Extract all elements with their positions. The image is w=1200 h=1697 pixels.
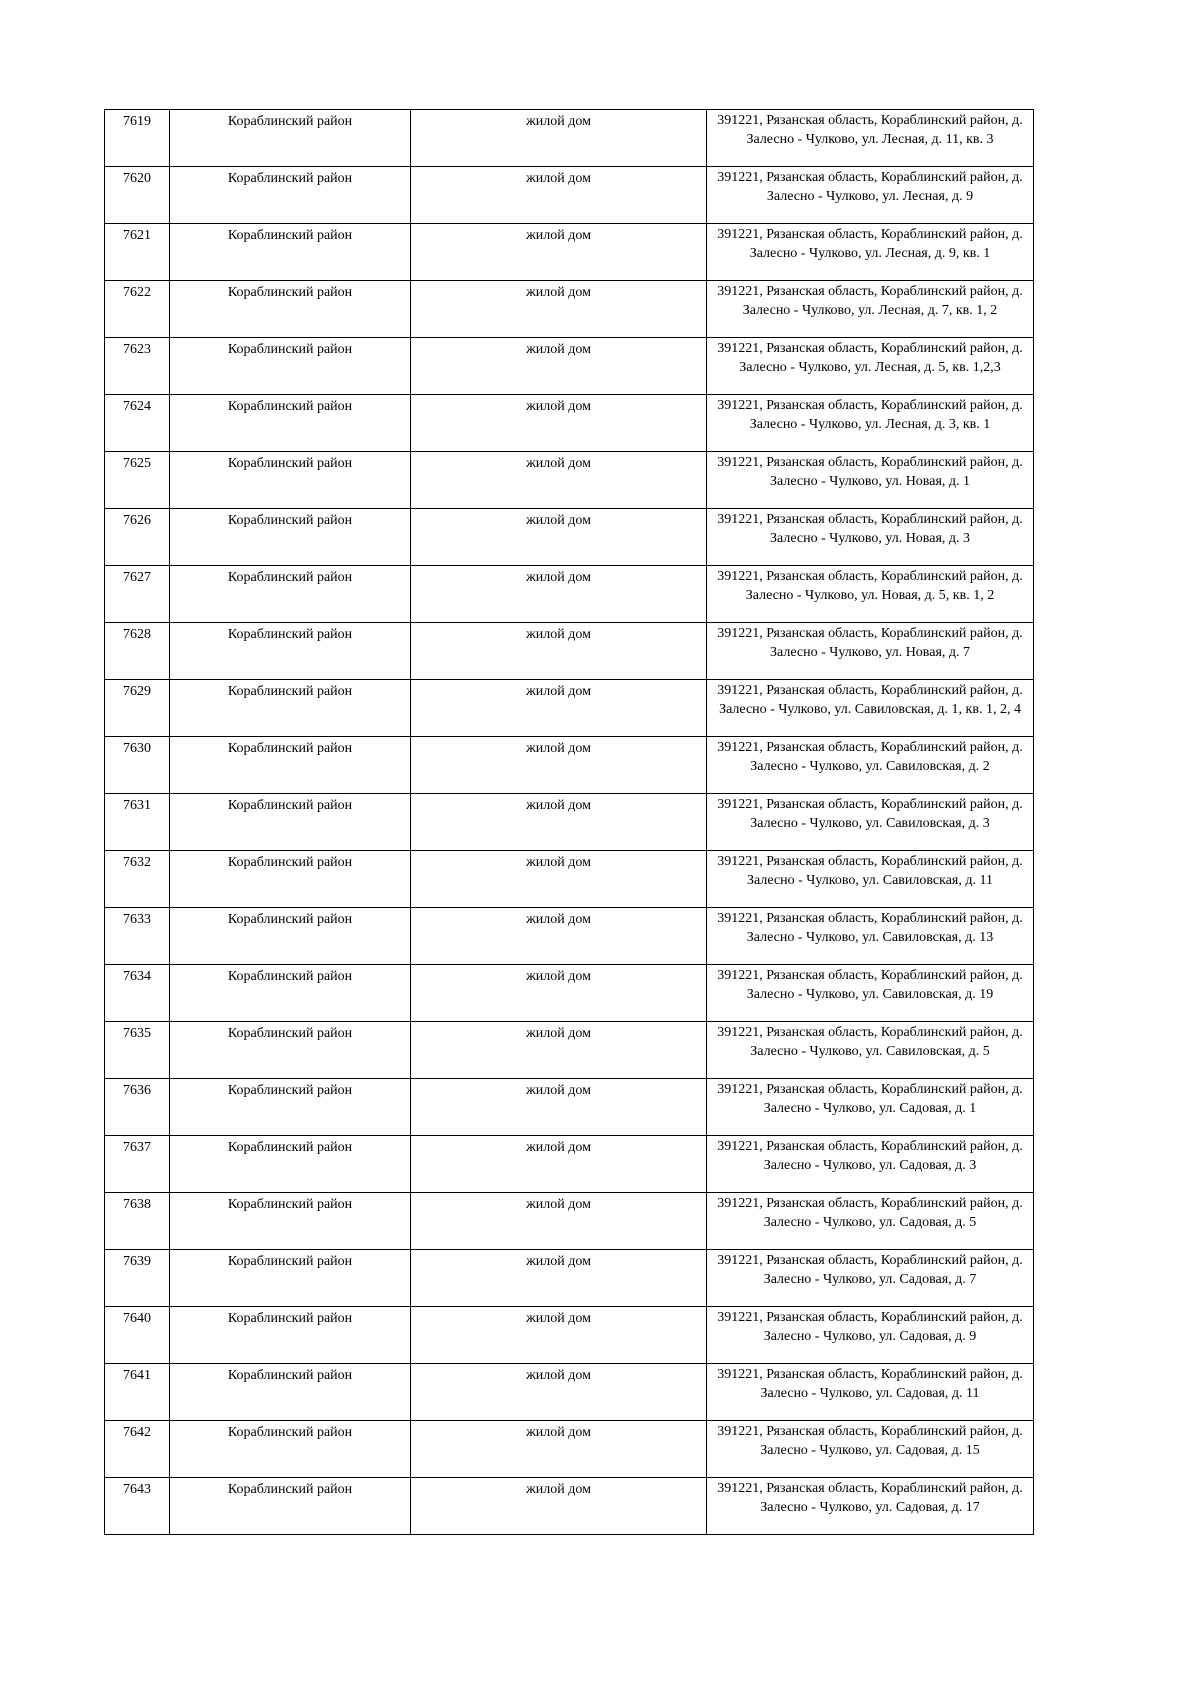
address-cell [707,623,1034,680]
object-type: жилой дом [526,285,591,300]
object-type-cell [411,1421,707,1478]
row-number: 7626 [123,513,151,528]
district-name: Кораблинский район [227,912,353,927]
row-number: 7623 [123,342,151,357]
object-type: жилой дом [526,1311,591,1326]
row-number-cell [105,110,170,167]
table-row [105,1193,1034,1250]
object-type: жилой дом [526,342,591,357]
table-row [105,680,1034,737]
district-name: Кораблинский район [227,1425,353,1440]
row-number-cell [105,1193,170,1250]
district-cell [170,737,411,794]
district-cell [170,1193,411,1250]
object-type-cell [411,167,707,224]
row-number-cell [105,908,170,965]
address-cell [707,509,1034,566]
district-name: Кораблинский район [227,741,353,756]
address-text: 391221, Рязанская область, Кораблинский район, д. Залесно - Чулково, ул. Садовая, д. 15 [717,1424,1023,1458]
district-cell [170,338,411,395]
object-type-cell [411,1136,707,1193]
table-row [105,338,1034,395]
address-cell [707,1079,1034,1136]
district-name: Кораблинский район [227,228,353,243]
address-text: 391221, Рязанская область, Кораблинский район, д. Залесно - Чулково, ул. Лесная, д. 7, кв. 1, 2 [717,284,1023,318]
district-name: Кораблинский район [227,513,353,528]
row-number-cell [105,224,170,281]
row-number: 7640 [123,1311,151,1326]
table-row [105,281,1034,338]
object-type-cell [411,338,707,395]
address-cell [707,1307,1034,1364]
address-text: 391221, Рязанская область, Кораблинский район, д. Залесно - Чулково, ул. Садовая, д. 9 [717,1310,1023,1344]
address-text: 391221, Рязанская область, Кораблинский район, д. Залесно - Чулково, ул. Савиловская, д. 3 [717,797,1023,831]
row-number-cell [105,509,170,566]
object-type: жилой дом [526,513,591,528]
address-text: 391221, Рязанская область, Кораблинский район, д. Залесно - Чулково, ул. Садовая, д. 1 [717,1082,1023,1116]
district-cell [170,1079,411,1136]
object-type-cell [411,452,707,509]
district-name: Кораблинский район [227,1368,353,1383]
object-type-cell [411,1022,707,1079]
district-cell [170,623,411,680]
district-cell [170,110,411,167]
object-type: жилой дом [526,114,591,129]
address-text: 391221, Рязанская область, Кораблинский район, д. Залесно - Чулково, ул. Новая, д. 5, кв. 1, 2 [717,569,1023,603]
row-number-cell [105,1079,170,1136]
address-text: 391221, Рязанская область, Кораблинский район, д. Залесно - Чулково, ул. Садовая, д. 7 [717,1253,1023,1287]
district-cell [170,1478,411,1535]
table-row [105,851,1034,908]
row-number: 7637 [123,1140,151,1155]
district-name: Кораблинский район [227,456,353,471]
address-cell [707,1478,1034,1535]
district-name: Кораблинский район [227,1083,353,1098]
address-text: 391221, Рязанская область, Кораблинский район, д. Залесно - Чулково, ул. Лесная, д. 3, кв. 1 [717,398,1023,432]
row-number-cell [105,1250,170,1307]
district-cell [170,908,411,965]
address-text: 391221, Рязанская область, Кораблинский район, д. Залесно - Чулково, ул. Садовая, д. 3 [717,1139,1023,1173]
table-row [105,623,1034,680]
row-number-cell [105,167,170,224]
object-type-cell [411,965,707,1022]
row-number: 7641 [123,1368,151,1383]
district-cell [170,680,411,737]
object-type: жилой дом [526,228,591,243]
district-name: Кораблинский район [227,171,353,186]
row-number: 7636 [123,1083,151,1098]
row-number-cell [105,1022,170,1079]
address-text: 391221, Рязанская область, Кораблинский район, д. Залесно - Чулково, ул. Новая, д. 1 [717,455,1023,489]
object-type: жилой дом [526,399,591,414]
address-text: 391221, Рязанская область, Кораблинский район, д. Залесно - Чулково, ул. Садовая, д. 11 [717,1367,1023,1401]
address-cell [707,338,1034,395]
row-number-cell [105,623,170,680]
district-name: Кораблинский район [227,570,353,585]
object-type: жилой дом [526,1368,591,1383]
object-type-cell [411,566,707,623]
row-number: 7621 [123,228,151,243]
district-cell [170,1421,411,1478]
row-number-cell [105,680,170,737]
district-cell [170,1136,411,1193]
address-cell [707,1421,1034,1478]
district-cell [170,1307,411,1364]
address-cell [707,1250,1034,1307]
object-type-cell [411,395,707,452]
row-number: 7624 [123,399,151,414]
district-name: Кораблинский район [227,684,353,699]
district-cell [170,395,411,452]
district-cell [170,452,411,509]
table-row [105,1364,1034,1421]
address-text: 391221, Рязанская область, Кораблинский район, д. Залесно - Чулково, ул. Савиловская, д. 11 [717,854,1023,888]
object-type: жилой дом [526,1083,591,1098]
address-cell [707,1136,1034,1193]
row-number-cell [105,1478,170,1535]
district-cell [170,281,411,338]
address-text: 391221, Рязанская область, Кораблинский район, д. Залесно - Чулково, ул. Савиловская, д. 5 [717,1025,1023,1059]
row-number: 7627 [123,570,151,585]
table-row [105,965,1034,1022]
row-number: 7622 [123,285,151,300]
object-type-cell [411,1478,707,1535]
row-number: 7629 [123,684,151,699]
row-number: 7631 [123,798,151,813]
table-row [105,395,1034,452]
row-number-cell [105,338,170,395]
table-row [105,794,1034,851]
address-text: 391221, Рязанская область, Кораблинский район, д. Залесно - Чулково, ул. Новая, д. 7 [717,626,1023,660]
row-number-cell [105,737,170,794]
table-row [105,737,1034,794]
address-cell [707,794,1034,851]
district-cell [170,566,411,623]
object-type: жилой дом [526,627,591,642]
object-type: жилой дом [526,1026,591,1041]
object-type-cell [411,1364,707,1421]
row-number: 7625 [123,456,151,471]
address-text: 391221, Рязанская область, Кораблинский район, д. Залесно - Чулково, ул. Савиловская, д. 2 [717,740,1023,774]
row-number-cell [105,395,170,452]
object-type: жилой дом [526,570,591,585]
table-row [105,224,1034,281]
object-type-cell [411,1193,707,1250]
district-name: Кораблинский район [227,1311,353,1326]
address-cell [707,737,1034,794]
row-number: 7630 [123,741,151,756]
row-number-cell [105,452,170,509]
address-cell [707,224,1034,281]
object-type-cell [411,281,707,338]
address-cell [707,281,1034,338]
district-name: Кораблинский район [227,1254,353,1269]
address-cell [707,110,1034,167]
address-text: 391221, Рязанская область, Кораблинский район, д. Залесно - Чулково, ул. Лесная, д. 9 [717,170,1023,204]
row-number: 7634 [123,969,151,984]
row-number: 7639 [123,1254,151,1269]
property-table [104,109,1034,1535]
object-type: жилой дом [526,912,591,927]
address-cell [707,851,1034,908]
object-type-cell [411,908,707,965]
table-row [105,1250,1034,1307]
address-cell [707,452,1034,509]
table-row [105,1421,1034,1478]
district-name: Кораблинский район [227,969,353,984]
district-cell [170,167,411,224]
address-text: 391221, Рязанская область, Кораблинский район, д. Залесно - Чулково, ул. Садовая, д. 17 [717,1481,1023,1515]
district-name: Кораблинский район [227,1026,353,1041]
address-cell [707,167,1034,224]
object-type-cell [411,110,707,167]
district-cell [170,1022,411,1079]
object-type: жилой дом [526,969,591,984]
row-number: 7642 [123,1425,151,1440]
district-name: Кораблинский район [227,1197,353,1212]
table-row [105,1022,1034,1079]
district-name: Кораблинский район [227,798,353,813]
address-cell [707,1022,1034,1079]
district-name: Кораблинский район [227,114,353,129]
district-name: Кораблинский район [227,1140,353,1155]
row-number: 7643 [123,1482,151,1497]
address-text: 391221, Рязанская область, Кораблинский район, д. Залесно - Чулково, ул. Новая, д. 3 [717,512,1023,546]
object-type: жилой дом [526,855,591,870]
object-type: жилой дом [526,741,591,756]
object-type-cell [411,737,707,794]
address-text: 391221, Рязанская область, Кораблинский район, д. Залесно - Чулково, ул. Савиловская, д. 19 [717,968,1023,1002]
object-type-cell [411,1079,707,1136]
table-row [105,167,1034,224]
address-text: 391221, Рязанская область, Кораблинский район, д. Залесно - Чулково, ул. Лесная, д. 5, кв. 1,2,3 [717,341,1023,375]
address-text: 391221, Рязанская область, Кораблинский район, д. Залесно - Чулково, ул. Лесная, д. 9, кв. 1 [717,227,1023,261]
table-row [105,566,1034,623]
row-number-cell [105,1421,170,1478]
district-name: Кораблинский район [227,342,353,357]
table-row [105,1307,1034,1364]
district-cell [170,1250,411,1307]
row-number-cell [105,851,170,908]
district-cell [170,224,411,281]
object-type-cell [411,851,707,908]
district-name: Кораблинский район [227,285,353,300]
district-name: Кораблинский район [227,627,353,642]
address-text: 391221, Рязанская область, Кораблинский район, д. Залесно - Чулково, ул. Лесная, д. 11, кв. 3 [717,113,1023,147]
district-cell [170,851,411,908]
row-number: 7620 [123,171,151,186]
table-row [105,1478,1034,1535]
row-number: 7628 [123,627,151,642]
row-number-cell [105,1307,170,1364]
object-type-cell [411,794,707,851]
district-cell [170,794,411,851]
object-type-cell [411,1307,707,1364]
table-row [105,452,1034,509]
row-number-cell [105,1136,170,1193]
property-table-body [105,110,1034,1535]
address-text: 391221, Рязанская область, Кораблинский район, д. Залесно - Чулково, ул. Савиловская, д. 13 [717,911,1023,945]
address-cell [707,1364,1034,1421]
object-type-cell [411,509,707,566]
row-number: 7638 [123,1197,151,1212]
district-name: Кораблинский район [227,855,353,870]
address-cell [707,680,1034,737]
object-type: жилой дом [526,456,591,471]
address-cell [707,965,1034,1022]
object-type-cell [411,224,707,281]
table-row [105,110,1034,167]
address-cell [707,395,1034,452]
row-number-cell [105,566,170,623]
object-type: жилой дом [526,1425,591,1440]
object-type: жилой дом [526,171,591,186]
object-type-cell [411,623,707,680]
district-name: Кораблинский район [227,399,353,414]
address-text: 391221, Рязанская область, Кораблинский район, д. Залесно - Чулково, ул. Савиловская, д. 1, кв. 1, 2, 4 [717,683,1023,717]
object-type-cell [411,1250,707,1307]
object-type: жилой дом [526,1482,591,1497]
row-number: 7619 [123,114,151,129]
object-type: жилой дом [526,1140,591,1155]
district-cell [170,965,411,1022]
address-cell [707,1193,1034,1250]
object-type: жилой дом [526,684,591,699]
row-number-cell [105,281,170,338]
district-cell [170,1364,411,1421]
row-number: 7632 [123,855,151,870]
object-type: жилой дом [526,798,591,813]
object-type: жилой дом [526,1197,591,1212]
object-type-cell [411,680,707,737]
row-number-cell [105,794,170,851]
row-number: 7633 [123,912,151,927]
row-number: 7635 [123,1026,151,1041]
table-row [105,1079,1034,1136]
row-number-cell [105,1364,170,1421]
address-cell [707,566,1034,623]
address-cell [707,908,1034,965]
table-row [105,509,1034,566]
row-number-cell [105,965,170,1022]
address-text: 391221, Рязанская область, Кораблинский район, д. Залесно - Чулково, ул. Садовая, д. 5 [717,1196,1023,1230]
district-cell [170,509,411,566]
table-row [105,908,1034,965]
district-name: Кораблинский район [227,1482,353,1497]
table-row [105,1136,1034,1193]
object-type: жилой дом [526,1254,591,1269]
